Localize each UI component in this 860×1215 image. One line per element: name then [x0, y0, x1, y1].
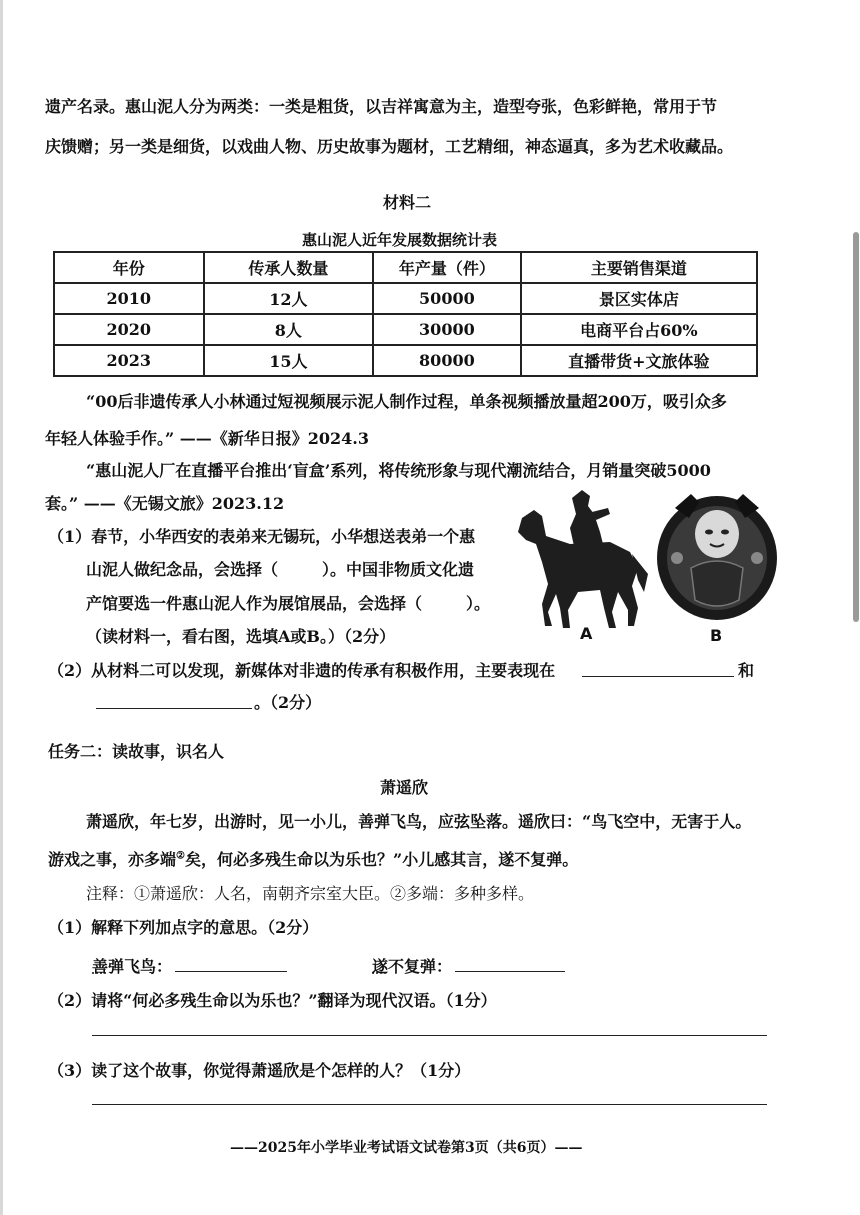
table-cell: 80000: [373, 345, 521, 376]
story-line1: 萧遥欣，年七岁，出游时，见一小儿，善弹飞鸟，应弦坠落。遥欣曰：“鸟飞空中，无害于人。: [86, 812, 752, 831]
material1-line1: 遗产名录。惠山泥人分为两类：一类是粗货，以吉祥寓意为主，造型夸张，色彩鲜艳，常用于节: [45, 97, 718, 116]
table-cell: 2023: [54, 345, 204, 376]
table-cell: 电商平台占60%: [521, 314, 757, 345]
q1-item1: [92, 954, 172, 977]
story-line2: [48, 847, 578, 870]
figure-a-label: A: [580, 624, 593, 643]
q1-item2-text: 不复弹：: [388, 957, 453, 976]
story-notes: 注释：①萧遥欣：人名，南朝齐宗室大臣。②多端：多种多样。: [86, 884, 535, 903]
story-title: 萧遥欣: [380, 778, 429, 797]
task2-heading: 任务二：读故事，识名人: [48, 742, 225, 761]
page-edge: [0, 0, 3, 1215]
q2-and: 和: [738, 661, 755, 680]
q1-line3-text-a: 产馆要选一件惠山泥人作为展馆展品，会选择（: [86, 594, 423, 613]
table-cell: 15人: [204, 345, 373, 376]
figure-b-label: B: [710, 626, 723, 645]
table-cell: 2010: [54, 283, 204, 314]
q1-line2: [86, 557, 474, 580]
table-header-cell: 年产量（件）: [373, 252, 521, 283]
note-mark: ②: [176, 850, 185, 862]
quote2-line2: 套。” ——《无锡文旅》2023.12: [45, 494, 285, 513]
dotted-character: 遂: [372, 957, 389, 976]
clay-doll-figure: [655, 488, 780, 624]
q1-line2-text-a: 山泥人做纪念品，会选择（: [86, 560, 279, 579]
table-cell: 直播带货+文旅体验: [521, 345, 757, 376]
quote1-line1: “00后非遗传承人小林通过短视频展示泥人制作过程，单条视频播放量超200万，吸引众多: [86, 392, 727, 411]
page-footer: ——2025年小学毕业考试语文试卷第3页（共6页）——: [230, 1140, 583, 1156]
table-title: 惠山泥人近年发展数据统计表: [302, 231, 498, 249]
q1-line3-text-b: ）。: [466, 594, 491, 613]
table-cell: 50000: [373, 283, 521, 314]
task2-q1: （1）解释下列加点字的意思。（2分）: [48, 918, 319, 937]
quote2-line1: “惠山泥人厂在直播平台推出‘盲盒’系列，将传统形象与现代潮流结合，月销量突破5000: [86, 461, 711, 480]
q1-line3: [86, 591, 490, 614]
table-row: [54, 345, 757, 376]
answer-blank-2[interactable]: [422, 593, 466, 609]
table-header-cell: 主要销售渠道: [521, 252, 757, 283]
horse-rider-figure: [512, 488, 652, 638]
story-line2-text-b: 矣，何必多残生命以为乐也？”小儿感其言，遂不复弹。: [184, 850, 579, 869]
table-cell: 12人: [204, 283, 373, 314]
answer-blank-1[interactable]: [278, 559, 322, 575]
task2-q2: （2）请将“何必多残生命以为乐也？”翻译为现代汉语。（1分）: [48, 991, 497, 1010]
q1-line2-text-b: ）。中国非物质文化遗: [322, 560, 475, 579]
material1-line2: 庆馈赠；另一类是细货，以戏曲人物、历史故事为题材，工艺精细，神态逼真，多为艺术收藏品。: [45, 137, 734, 156]
dotted-character: 善: [92, 957, 109, 976]
quote1-line2: 年轻人体验手作。” ——《新华日报》2024.3: [45, 429, 370, 448]
material2-heading: 材料二: [383, 193, 432, 212]
q2-line1: （2）从材料二可以发现，新媒体对非遗的传承有积极作用，主要表现在: [48, 661, 556, 680]
stats-table: [53, 251, 758, 377]
table-row: [54, 314, 757, 345]
q1-item2: [372, 954, 452, 977]
table-row: [54, 283, 757, 314]
answer-line[interactable]: [96, 708, 252, 709]
table-header-row: [54, 252, 757, 283]
answer-line[interactable]: [175, 971, 287, 972]
table-header-cell: 传承人数量: [204, 252, 373, 283]
answer-line[interactable]: [455, 971, 565, 972]
q1-item1-text: 弹飞鸟：: [108, 957, 173, 976]
table-cell: 8人: [204, 314, 373, 345]
table-cell: 2020: [54, 314, 204, 345]
q1-line4: （读材料一，看右图，选填A或B。）（2分）: [86, 627, 396, 646]
answer-line[interactable]: [92, 1104, 767, 1105]
answer-line[interactable]: [582, 676, 734, 677]
scrollbar[interactable]: [853, 232, 859, 622]
story-line2-text-a: 游戏之事，亦多端: [48, 850, 177, 869]
answer-line[interactable]: [92, 1035, 767, 1036]
q1-line1: （1）春节，小华西安的表弟来无锡玩，小华想送表弟一个惠: [48, 527, 476, 546]
table-cell: 景区实体店: [521, 283, 757, 314]
table-header-cell: 年份: [54, 252, 204, 283]
table-cell: 30000: [373, 314, 521, 345]
q2-end: 。（2分）: [254, 693, 322, 712]
task2-q3: （3）读了这个故事，你觉得萧遥欣是个怎样的人？（1分）: [48, 1061, 471, 1080]
